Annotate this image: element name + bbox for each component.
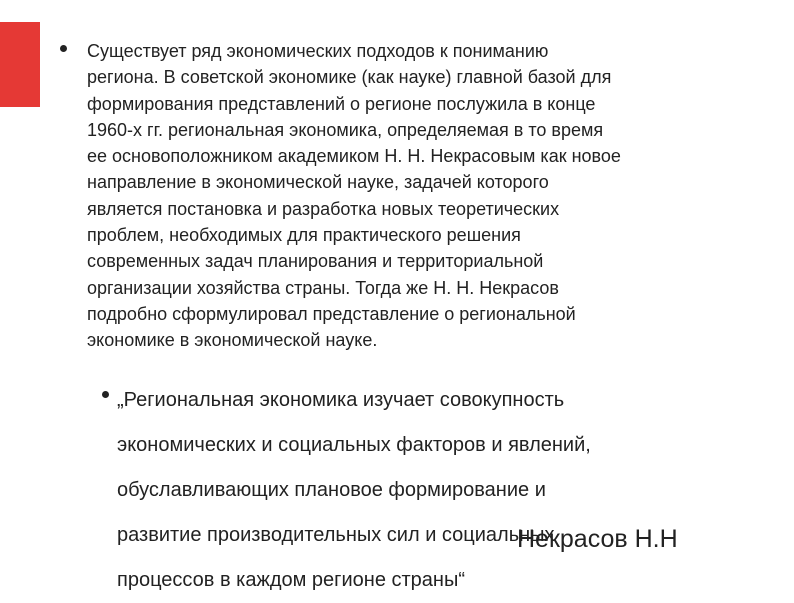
quote-line: „Региональная экономика изучает совокупность [117, 389, 565, 411]
quote-line: развитие производительных сил и социальных [117, 524, 555, 546]
paragraph-line: проблем, необходимых для практического решения [87, 225, 521, 246]
paragraph-line: направление в экономической науке, задачей которого [87, 172, 549, 193]
accent-bar [0, 22, 40, 107]
definition-quote [117, 378, 717, 603]
paragraph-line: ее основоположником академиком Н. Н. Некрасовым как новое [87, 146, 621, 167]
main-paragraph [87, 38, 747, 354]
paragraph-line: подробно сформулировал представление о региональной [87, 303, 576, 324]
paragraph-line: является постановка и разработка новых теоретических [87, 198, 560, 219]
paragraph-line: 1960-х гг. региональная экономика, определяемая в то время [87, 119, 604, 140]
paragraph-line: экономике в экономической науке. [87, 330, 378, 351]
paragraph-line: формирования представлений о регионе послужила в конце [87, 93, 596, 114]
quote-author: Некрасов Н.Н [517, 525, 678, 553]
paragraph-line: региона. В советской экономике (как науке) главной базой для [87, 67, 612, 88]
quote-line: экономических и социальных факторов и явлений, [117, 434, 591, 456]
paragraph-line: современных задач планирования и территориальной [87, 251, 544, 272]
quote-line: процессов в каждом регионе страны“ [117, 569, 465, 591]
quote-line: обуславливающих плановое формирование и [117, 479, 546, 501]
paragraph-line: организации хозяйства страны. Тогда же Н. Н. Некрасов [87, 277, 559, 298]
bullet-icon [102, 391, 109, 398]
paragraph-line: Существует ряд экономических подходов к пониманию [87, 41, 549, 61]
bullet-icon [60, 45, 67, 52]
